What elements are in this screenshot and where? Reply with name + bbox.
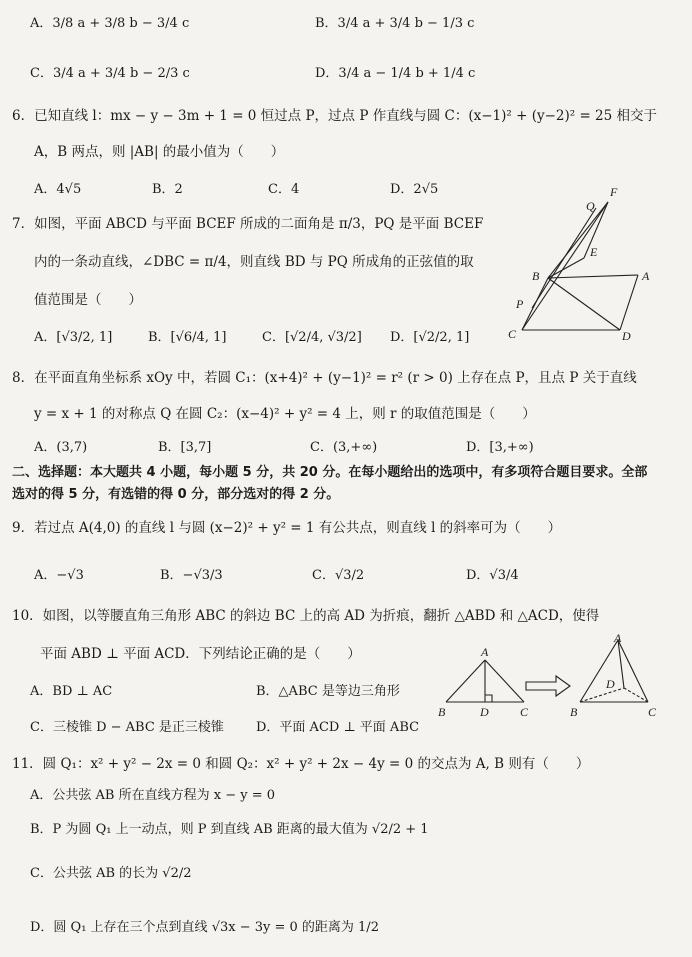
q7-figure bbox=[500, 180, 660, 345]
q8-option-c: C．(3,+∞) bbox=[310, 440, 378, 455]
q10-option-a: A．BD ⊥ AC bbox=[30, 684, 113, 699]
q7-option-c: C．[√2/4, √3/2] bbox=[262, 330, 362, 345]
q10-stem-line2: 平面 ABD ⊥ 平面 ACD．下列结论正确的是（ ） bbox=[40, 646, 361, 662]
q7-fig-label-q: Q bbox=[586, 199, 595, 213]
q5-option-c: C．3/4 a + 3/4 b − 2/3 c bbox=[30, 66, 190, 81]
q5-option-b: B．3/4 a + 3/4 b − 1/3 c bbox=[315, 16, 475, 31]
q11-stem: 11．圆 Q₁：x² + y² − 2x = 0 和圆 Q₂：x² + y² + 2x − 4y = 0 的交点为 A, B 则有（ ） bbox=[12, 756, 590, 772]
q10-fig1-label-d: D bbox=[480, 705, 489, 719]
q8-option-a: A．(3,7) bbox=[34, 440, 88, 455]
q7-fig-label-f: F bbox=[610, 185, 618, 199]
q10-figure bbox=[436, 632, 672, 722]
q9-option-a: A．−√3 bbox=[34, 568, 84, 583]
q9-stem: 9．若过点 A(4,0) 的直线 l 与圆 (x−2)² + y² = 1 有公共点，则直线 l 的斜率可为（ ） bbox=[12, 520, 562, 536]
q7-stem-line1: 7．如图，平面 ABCD 与平面 BCEF 所成的二面角是 π/3，PQ 是平面 BCEF bbox=[12, 216, 484, 232]
q7-stem-line3: 值范围是（ ） bbox=[34, 292, 142, 308]
q7-option-d: D．[√2/2, 1] bbox=[390, 330, 470, 345]
q6-option-d: D．2√5 bbox=[390, 182, 439, 197]
q11-option-c: C．公共弦 AB 的长为 √2/2 bbox=[30, 866, 192, 881]
q7-stem-line2: 内的一条动直线，∠DBC = π/4，则直线 BD 与 PQ 所成角的正弦值的取 bbox=[34, 254, 474, 270]
q7-option-b: B．[√6/4, 1] bbox=[148, 330, 227, 345]
q5-option-d: D．3/4 a − 1/4 b + 1/4 c bbox=[315, 66, 476, 81]
q10-fig1-label-c: C bbox=[520, 705, 529, 719]
q10-fig2-label-c: C bbox=[648, 705, 657, 719]
section-2-header: 二、选择题：本大题共 4 小题，每小题 5 分，共 20 分。在每小题给出的选项中，有多项符合题目要求。全部选对的得 5 分，有选错的得 0 分，部分选对的得 2 分。 bbox=[12, 465, 648, 502]
q7-fig-label-a: A bbox=[642, 269, 650, 283]
q10-option-c: C．三棱锥 D − ABC 是正三棱锥 bbox=[30, 720, 224, 735]
q8-stem-line2: y = x + 1 的对称点 Q 在圆 C₂：(x−4)² + y² = 4 上，则 r 的取值范围是（ ） bbox=[34, 406, 536, 422]
q10-fig2-label-b: B bbox=[570, 705, 578, 719]
q10-fig2-label-a: A bbox=[614, 632, 622, 645]
q10-fig1-label-b: B bbox=[438, 705, 446, 719]
q7-fig-label-c: C bbox=[508, 327, 517, 341]
q6-option-c: C．4 bbox=[268, 182, 300, 197]
q9-option-c: C．√3/2 bbox=[312, 568, 365, 583]
q6-stem-line1: 6．已知直线 l：mx − y − 3m + 1 = 0 恒过点 P，过点 P 作直线与圆 C：(x−1)² + (y−2)² = 25 相交于 bbox=[12, 108, 658, 124]
q11-option-d: D．圆 Q₁ 上存在三个点到直线 √3x − 3y = 0 的距离为 1/2 bbox=[30, 920, 379, 935]
q9-option-b: B．−√3/3 bbox=[160, 568, 223, 583]
q11-option-a: A．公共弦 AB 所在直线方程为 x − y = 0 bbox=[30, 788, 275, 803]
q5-option-a: A．3/8 a + 3/8 b − 3/4 c bbox=[30, 16, 190, 31]
q8-stem-line1: 8．在平面直角坐标系 xOy 中，若圆 C₁：(x+4)² + (y−1)² = r² (r > 0) 上存在点 P，且点 P 关于直线 bbox=[12, 370, 637, 386]
q10-fig1-label-a: A bbox=[481, 645, 489, 659]
q10-fig2-label-d: D bbox=[606, 677, 615, 691]
q6-stem-line2: A，B 两点，则 |AB| 的最小值为（ ） bbox=[34, 144, 285, 160]
q7-fig-label-d: D bbox=[622, 329, 631, 343]
q6-option-b: B．2 bbox=[152, 182, 183, 197]
q7-fig-label-b: B bbox=[532, 269, 540, 283]
q8-option-b: B．[3,7] bbox=[158, 440, 212, 455]
q10-option-d: D．平面 ACD ⊥ 平面 ABC bbox=[256, 720, 420, 735]
q7-fig-label-e: E bbox=[590, 245, 598, 259]
q10-option-b: B．△ABC 是等边三角形 bbox=[256, 684, 400, 699]
q7-fig-label-p: P bbox=[516, 297, 524, 311]
q7-option-a: A．[√3/2, 1] bbox=[34, 330, 113, 345]
q9-option-d: D．√3/4 bbox=[466, 568, 519, 583]
q11-option-b: B．P 为圆 Q₁ 上一动点，则 P 到直线 AB 距离的最大值为 √2/2 + 1 bbox=[30, 822, 429, 837]
q10-stem-line1: 10．如图，以等腰直角三角形 ABC 的斜边 BC 上的高 AD 为折痕，翻折 △ABD 和 △ACD，使得 bbox=[12, 608, 600, 624]
q8-option-d: D．[3,+∞) bbox=[466, 440, 534, 455]
q6-option-a: A．4√5 bbox=[34, 182, 82, 197]
